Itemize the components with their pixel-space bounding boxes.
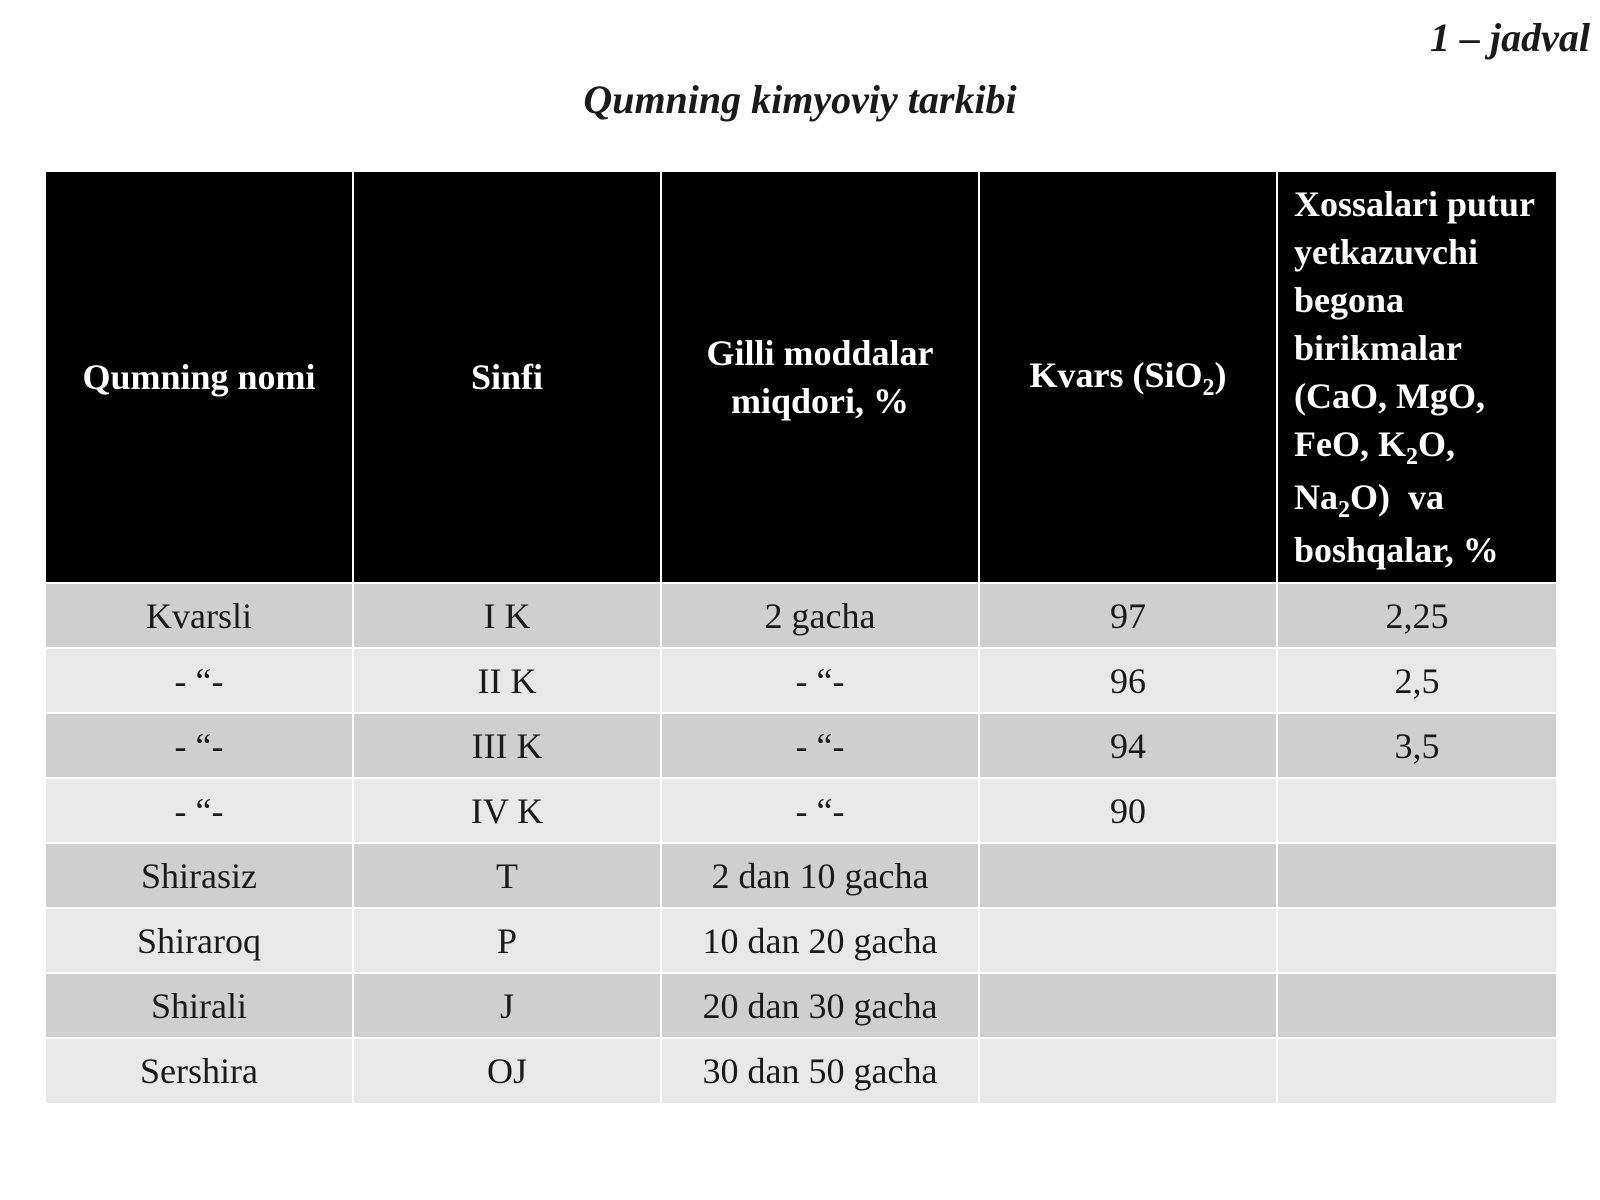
table-row [45,648,1557,713]
header-impurities-line-5: (CaO, MgO, [1294,376,1485,416]
cell-quartz: 94 [979,713,1277,778]
header-row [45,172,1557,583]
cell-class: T [353,843,661,908]
header-clay-content [661,172,979,583]
cell-name: Shirali [45,973,353,1038]
cell-impurities [1277,1038,1557,1103]
cell-class: P [353,908,661,973]
header-clay-line-2: miqdori, % [730,381,909,421]
header-quartz-prefix: Kvars (SiO [1029,354,1203,395]
cell-class: I K [353,583,661,648]
header-sand-name: Qumning nomi [45,172,353,583]
header-impurities-line-1: Xossalari putur [1294,184,1536,224]
table-number: 1 – jadval [1430,15,1590,60]
cell-impurities: 2,5 [1277,648,1557,713]
cell-name: - “- [45,713,353,778]
cell-impurities: 2,25 [1277,583,1557,648]
cell-class: J [353,973,661,1038]
cell-impurities [1277,973,1557,1038]
cell-impurities: 3,5 [1277,713,1557,778]
table-title: Qumning kimyoviy tarkibi [583,77,1017,122]
cell-quartz: 90 [979,778,1277,843]
header-impurities-line-2: yetkazuvchi [1294,232,1478,272]
table-row [45,713,1557,778]
cell-class: OJ [353,1038,661,1103]
header-impurities-line-6b: O, [1417,424,1455,464]
cell-name: Kvarsli [45,583,353,648]
table-row [45,1038,1557,1103]
cell-name: Sershira [45,1038,353,1103]
cell-clay: 30 dan 50 gacha [661,1038,979,1103]
table-row [45,583,1557,648]
cell-quartz: 97 [979,583,1277,648]
cell-clay: 2 dan 10 gacha [661,843,979,908]
cell-clay: - “- [661,713,979,778]
header-impurities-line-8: boshqalar, % [1294,530,1499,570]
sand-composition-table [44,172,1558,1103]
cell-name: Shirasiz [45,843,353,908]
header-quartz-subscript: 2 [1202,374,1215,401]
header-impurities-line-6a: FeO, K [1294,424,1406,464]
cell-name: - “- [45,648,353,713]
cell-clay: - “- [661,778,979,843]
header-impurities [1277,172,1557,583]
cell-impurities [1277,908,1557,973]
cell-impurities [1277,843,1557,908]
header-impurities-line-7a: Na [1294,477,1338,517]
table-row [45,778,1557,843]
header-class: Sinfi [353,172,661,583]
header-impurities-line-4: birikmalar [1294,328,1462,368]
header-impurities-line-3: begona [1294,280,1405,320]
cell-impurities [1277,778,1557,843]
cell-class: IV K [353,778,661,843]
cell-clay: 20 dan 30 gacha [661,973,979,1038]
header-impurities-line-6-subscript: 2 [1405,444,1418,470]
cell-quartz: 96 [979,648,1277,713]
cell-class: II K [353,648,661,713]
cell-clay: - “- [661,648,979,713]
table-row [45,908,1557,973]
cell-clay: 2 gacha [661,583,979,648]
table-row [45,973,1557,1038]
cell-quartz [979,843,1277,908]
cell-clay: 10 dan 20 gacha [661,908,979,973]
header-quartz-suffix: ) [1214,354,1227,395]
header-impurities-line-7-subscript: 2 [1338,497,1350,523]
cell-name: - “- [45,778,353,843]
cell-quartz [979,908,1277,973]
header-clay-line-1: Gilli moddalar [706,333,934,373]
cell-quartz [979,1038,1277,1103]
cell-name: Shiraroq [45,908,353,973]
cell-quartz [979,973,1277,1038]
header-quartz [979,172,1277,583]
cell-class: III K [353,713,661,778]
table-row [45,843,1557,908]
header-impurities-line-7b: O) va [1350,477,1444,517]
